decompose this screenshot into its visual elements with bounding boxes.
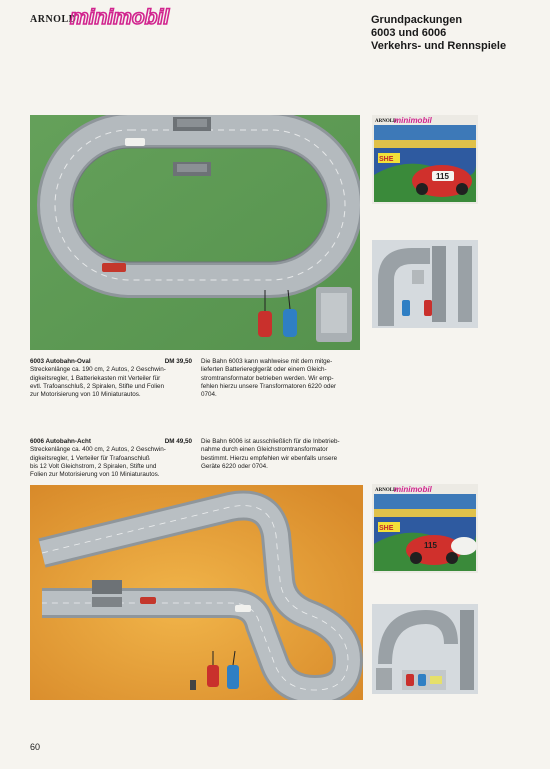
box-logo: minimobil [394,485,432,494]
page-number: 60 [30,742,41,752]
box-art-6006 [372,484,478,573]
product-price: DM 39,50 [164,358,192,365]
note-6003 [201,358,361,399]
sign-text: SHE [379,156,394,163]
note-line: Die Bahn 6006 ist ausschließlich für die Inbetrieb- [201,438,340,445]
box-logo: minimobil [394,116,432,125]
box-brand: ARNOLD [375,119,397,124]
text-line: Streckenlänge ca. 190 cm, 2 Autos, 2 Geschwin- [30,366,166,374]
car-red [102,263,126,272]
race-number: 115 [424,541,437,550]
note-line: 0704. [201,391,217,399]
car-red [140,597,156,604]
box-contents-6006 [372,604,478,694]
text-line: bis 12 Volt Gleichstrom, 2 Spiralen, Stifte und [30,462,157,470]
text-line: digkeitsregler, 1 Verteiler für Trafoanschluß [30,454,150,462]
page-heading [371,14,506,53]
controller-red [258,311,272,337]
text-line: Streckenlänge ca. 400 cm, 2 Autos, 2 Geschwin- [30,446,166,454]
note-line: lieferten Batteriereglgerät oder einem Gleich- [201,366,327,374]
sign-text: SHE [379,525,394,532]
note-line: fehlen hierzu unsere Transformatoren 6220 oder [201,382,337,390]
text-line: zur Motorisierung von 10 Miniaturautos. [30,391,141,399]
description-6003 [30,358,192,399]
text-line: evtl. Trafoanschluß, 2 Spiralen, Stifte und Folien [30,382,165,390]
transformer-plug [190,680,196,690]
box-brand: ARNOLD [375,488,397,493]
controller-red [207,665,219,687]
note-line: Die Bahn 6003 kann wahlweise mit dem mitge- [201,358,333,365]
controller-blue [227,665,239,689]
note-line: Geräte 6220 oder 0704. [201,462,268,470]
box-art-6003 [372,115,478,204]
note-line: nahme durch einen Gleichstromtransformator [201,446,328,454]
description-6006 [30,438,192,479]
heading-line: Verkehrs- und Rennspiele [371,40,507,52]
controller-blue [283,309,297,337]
text-line: Folien zur Motorisierung von 10 Miniaturautos. [30,471,160,479]
heading-line: 6003 und 6006 [371,27,447,39]
note-line: stromtransformator betrieben werden. Wir emp- [201,374,334,382]
photo-autobahn-oval [30,115,360,350]
race-number: 115 [436,172,449,181]
note-line: bestimmt. Hierzu empfehlen wir ebenfalls unsere [201,454,338,462]
note-6006 [201,438,361,471]
minimobil-logo [68,6,268,28]
logo-text: minimobil [70,6,170,28]
car-white [125,138,145,146]
product-name: 6003 Autobahn-Oval [30,358,91,365]
product-name: 6006 Autobahn-Acht [30,438,91,445]
photo-autobahn-acht [30,485,363,700]
brand-name: ARNOLD [30,14,77,25]
car-white [235,605,251,612]
product-price: DM 49,50 [164,438,192,445]
heading-line: Grundpackungen [371,14,463,26]
box-contents-6003 [372,240,478,328]
text-line: digkeitsregler, 1 Batteriekasten mit Verteiler für [30,374,161,382]
